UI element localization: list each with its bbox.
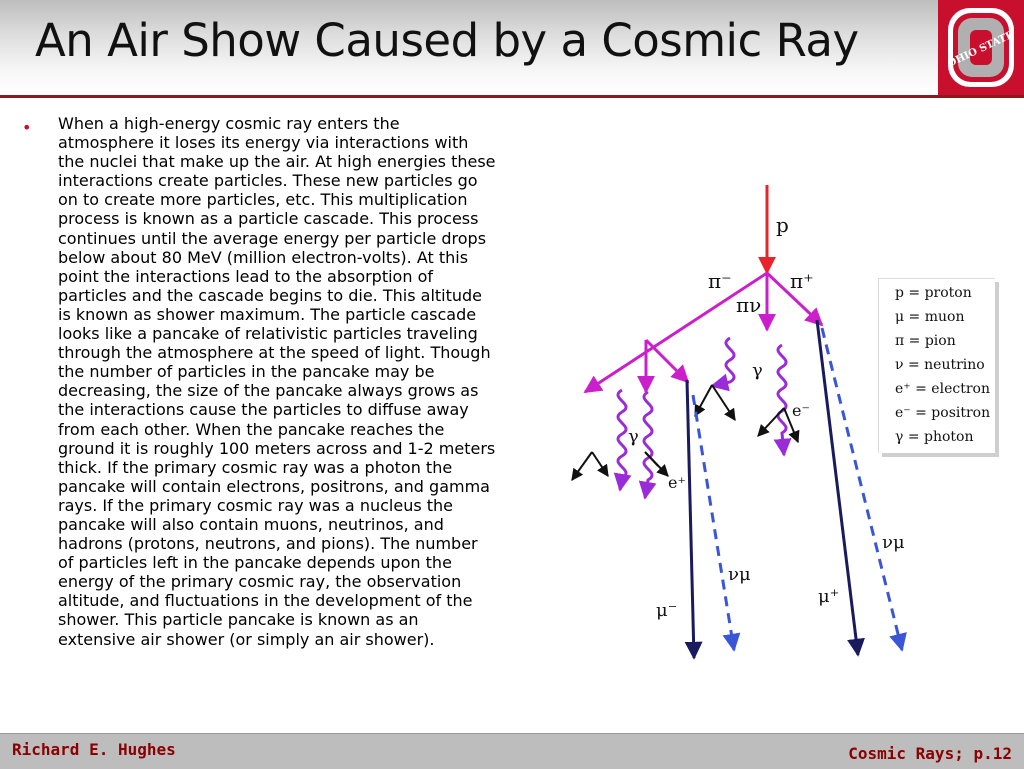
legend-item: π = pion	[895, 333, 956, 349]
footer-author: Richard E. Hughes	[12, 740, 176, 759]
slide-title: An Air Show Caused by a Cosmic Ray	[35, 14, 859, 67]
label-nu-mu-right: νμ	[882, 532, 905, 553]
header-divider	[0, 95, 1024, 98]
label-mu-minus: μ⁻	[656, 600, 678, 621]
footer-page-number: Cosmic Rays; p.12	[848, 744, 1012, 763]
neutrino-track-left	[693, 395, 734, 650]
electron-track-2	[712, 385, 735, 420]
label-pi-plus: π⁺	[790, 269, 814, 293]
slide-header	[0, 0, 938, 95]
photon-track-center-left	[712, 338, 734, 386]
electron-track-5	[572, 452, 592, 480]
legend-item: γ = photon	[895, 429, 974, 445]
legend-item: ν = neutrino	[895, 357, 985, 373]
label-pi-nu: πν	[736, 293, 762, 317]
label-gamma-center: γ	[752, 360, 763, 381]
label-mu-plus: μ⁺	[818, 586, 840, 607]
label-e-plus: e⁺	[668, 473, 686, 492]
pion-track-left	[585, 273, 767, 392]
muon-track-left	[687, 380, 694, 658]
photon-track-mid	[644, 392, 652, 498]
label-nu-mu-left: νμ	[728, 564, 751, 585]
label-pi-minus: π⁻	[708, 269, 732, 293]
label-proton: p	[776, 213, 789, 237]
photon-track-center-right	[778, 345, 786, 455]
photon-track-left	[618, 390, 626, 490]
label-gamma-left: γ	[628, 426, 639, 447]
diagram-legend	[878, 278, 995, 453]
legend-item: e⁻ = positron	[895, 405, 991, 421]
legend-item: e⁺ = electron	[895, 381, 990, 397]
slide-footer	[0, 733, 1024, 769]
logo-wordmark: OHIO STATE	[946, 29, 1016, 70]
legend-item: μ = muon	[895, 309, 965, 325]
air-shower-diagram	[550, 180, 905, 670]
block-o-logo-icon	[938, 0, 1024, 95]
ohio-state-logo	[938, 0, 1024, 95]
label-e-minus: e⁻	[792, 401, 810, 420]
electron-track-6	[592, 452, 608, 476]
bullet-marker: •	[22, 118, 32, 137]
pion-track-lower	[646, 340, 688, 382]
bullet-text: When a high-energy cosmic ray enters the atmosphere it loses its energy via interactions with the nuclei that make up the air. At high energies these interactions create particles. These new particles go on to create more particles, etc. This multiplication process is known as a particle cascade. This process continues until the average energy per particle drops below about 80 MeV (million electron-volts). At this point the interactions lead to the absorption of particles and the cascade begins to die. This altitude is known as shower maximum. The particle cascade looks like a pancake of relativistic particles traveling through the atmosphere at the speed of light. Though the number of particles in the pancake may be decreasing, the size of the pancake always grows as the interactions cause the particles to diffuse away from each other. When the pancake reaches the ground it is roughly 100 meters across and 1-2 meters thick. If the primary cosmic ray was a photon the pancake will contain electrons, positrons, and gamma rays. If the primary cosmic ray was a nucleus the pancake will also contain muons, neutrinos, and hadrons (protons, neutrons, and pions). The number of particles left in the pancake depends upon the energy of the primary cosmic ray, the observation altitude, and fluctuations in the development of the shower. This particle pancake is known as an extensive air shower (or simply an air shower).	[58, 114, 496, 649]
legend-item: p = proton	[895, 285, 972, 301]
electron-track-1	[695, 385, 712, 416]
